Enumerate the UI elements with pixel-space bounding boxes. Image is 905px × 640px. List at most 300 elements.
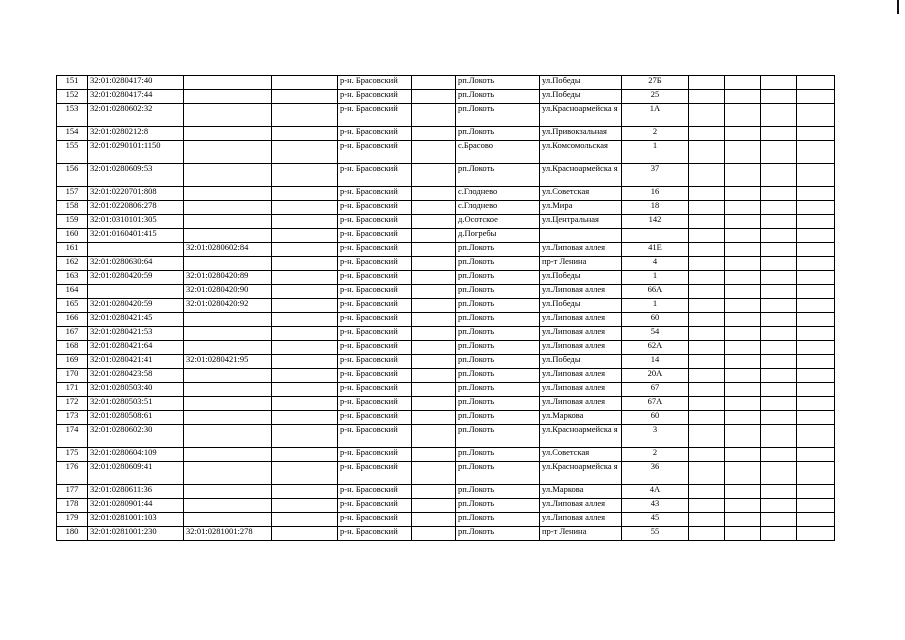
cadastral-number: 32:01:0280420:59 — [88, 299, 184, 313]
empty-cell — [689, 513, 725, 527]
cadastral-number: 32:01:0280417:40 — [88, 76, 184, 90]
row-number: 157 — [57, 187, 88, 201]
empty-cell — [761, 369, 797, 383]
empty-cell — [761, 397, 797, 411]
page-edge-mark — [897, 0, 899, 14]
settlement-cell: с.Глоднево — [456, 187, 540, 201]
related-cadastral-number — [184, 341, 272, 355]
cadastral-number: 32:01:0281001:230 — [88, 527, 184, 541]
street-cell: ул.Победы — [540, 76, 622, 90]
empty-cell — [761, 187, 797, 201]
row-number: 175 — [57, 448, 88, 462]
settlement-cell: с.Глоднево — [456, 201, 540, 215]
street-cell: ул.Липовая аллея — [540, 285, 622, 299]
registry-table — [56, 75, 835, 541]
empty-cell — [725, 271, 761, 285]
table-row — [57, 229, 835, 243]
house-number-cell: 66А — [622, 285, 689, 299]
empty-cell — [725, 90, 761, 104]
empty-cell — [761, 411, 797, 425]
empty-cell — [272, 104, 338, 127]
empty-cell — [689, 462, 725, 485]
district-cell: р-н. Брасовский — [338, 229, 412, 243]
table-row — [57, 397, 835, 411]
empty-cell — [272, 327, 338, 341]
empty-cell — [412, 76, 456, 90]
table-row — [57, 411, 835, 425]
district-cell: р-н. Брасовский — [338, 355, 412, 369]
table-row — [57, 527, 835, 541]
district-cell: р-н. Брасовский — [338, 448, 412, 462]
empty-cell — [797, 127, 835, 141]
cadastral-number: 32:01:0280604:109 — [88, 448, 184, 462]
settlement-cell: д.Осотское — [456, 215, 540, 229]
empty-cell — [761, 229, 797, 243]
empty-cell — [725, 215, 761, 229]
house-number-cell: 54 — [622, 327, 689, 341]
related-cadastral-number: 32:01:0280421:95 — [184, 355, 272, 369]
empty-cell — [725, 76, 761, 90]
street-cell: ул.Липовая аллея — [540, 341, 622, 355]
street-cell — [540, 229, 622, 243]
empty-cell — [761, 383, 797, 397]
related-cadastral-number — [184, 369, 272, 383]
district-cell: р-н. Брасовский — [338, 341, 412, 355]
empty-cell — [412, 513, 456, 527]
settlement-cell: рп.Локоть — [456, 271, 540, 285]
empty-cell — [412, 313, 456, 327]
settlement-cell: рп.Локоть — [456, 257, 540, 271]
empty-cell — [412, 285, 456, 299]
house-number-cell: 60 — [622, 313, 689, 327]
empty-cell — [412, 411, 456, 425]
cadastral-number: 32:01:0280503:51 — [88, 397, 184, 411]
street-cell: ул.Победы — [540, 299, 622, 313]
empty-cell — [689, 90, 725, 104]
cadastral-number: 32:01:0280901:44 — [88, 499, 184, 513]
empty-cell — [689, 76, 725, 90]
related-cadastral-number — [184, 425, 272, 448]
empty-cell — [797, 164, 835, 187]
table-row — [57, 104, 835, 127]
district-cell: р-н. Брасовский — [338, 285, 412, 299]
district-cell: р-н. Брасовский — [338, 527, 412, 541]
house-number-cell: 43 — [622, 499, 689, 513]
empty-cell — [272, 271, 338, 285]
empty-cell — [689, 215, 725, 229]
empty-cell — [272, 215, 338, 229]
settlement-cell: рп.Локоть — [456, 104, 540, 127]
house-number-cell: 1 — [622, 299, 689, 313]
table-row — [57, 355, 835, 369]
empty-cell — [412, 397, 456, 411]
empty-cell — [761, 499, 797, 513]
settlement-cell: рп.Локоть — [456, 313, 540, 327]
street-cell: ул.Мира — [540, 201, 622, 215]
empty-cell — [412, 299, 456, 313]
empty-cell — [761, 243, 797, 257]
street-cell: ул.Красноармейска я — [540, 164, 622, 187]
cadastral-number: 32:01:0280630:64 — [88, 257, 184, 271]
empty-cell — [689, 243, 725, 257]
empty-cell — [412, 355, 456, 369]
district-cell: р-н. Брасовский — [338, 164, 412, 187]
empty-cell — [761, 462, 797, 485]
district-cell: р-н. Брасовский — [338, 462, 412, 485]
table-row — [57, 285, 835, 299]
empty-cell — [412, 383, 456, 397]
related-cadastral-number: 32:01:0280420:92 — [184, 299, 272, 313]
street-cell: пр-т Ленина — [540, 527, 622, 541]
table-row — [57, 513, 835, 527]
house-number-cell — [622, 229, 689, 243]
house-number-cell: 41Е — [622, 243, 689, 257]
street-cell: ул.Маркова — [540, 485, 622, 499]
row-number: 179 — [57, 513, 88, 527]
empty-cell — [797, 462, 835, 485]
table-row — [57, 164, 835, 187]
row-number: 168 — [57, 341, 88, 355]
table-row — [57, 448, 835, 462]
empty-cell — [272, 527, 338, 541]
district-cell: р-н. Брасовский — [338, 411, 412, 425]
table-row — [57, 127, 835, 141]
empty-cell — [689, 485, 725, 499]
cadastral-number: 32:01:0280421:45 — [88, 313, 184, 327]
settlement-cell: д.Погребы — [456, 229, 540, 243]
empty-cell — [272, 462, 338, 485]
related-cadastral-number: 32:01:0280420:89 — [184, 271, 272, 285]
cadastral-number: 32:01:0280609:41 — [88, 462, 184, 485]
empty-cell — [797, 327, 835, 341]
empty-cell — [689, 313, 725, 327]
empty-cell — [412, 499, 456, 513]
house-number-cell: 4А — [622, 485, 689, 499]
row-number: 153 — [57, 104, 88, 127]
empty-cell — [761, 90, 797, 104]
empty-cell — [412, 369, 456, 383]
table-row — [57, 90, 835, 104]
empty-cell — [412, 425, 456, 448]
settlement-cell: рп.Локоть — [456, 448, 540, 462]
empty-cell — [272, 243, 338, 257]
row-number: 159 — [57, 215, 88, 229]
row-number: 166 — [57, 313, 88, 327]
district-cell: р-н. Брасовский — [338, 104, 412, 127]
row-number: 167 — [57, 327, 88, 341]
empty-cell — [797, 411, 835, 425]
table-row — [57, 383, 835, 397]
district-cell: р-н. Брасовский — [338, 327, 412, 341]
house-number-cell: 36 — [622, 462, 689, 485]
empty-cell — [689, 448, 725, 462]
street-cell: ул.Победы — [540, 90, 622, 104]
empty-cell — [797, 527, 835, 541]
empty-cell — [725, 164, 761, 187]
empty-cell — [272, 257, 338, 271]
district-cell: р-н. Брасовский — [338, 243, 412, 257]
row-number: 158 — [57, 201, 88, 215]
empty-cell — [272, 76, 338, 90]
related-cadastral-number — [184, 187, 272, 201]
row-number: 155 — [57, 141, 88, 164]
row-number: 152 — [57, 90, 88, 104]
street-cell: ул.Центральная — [540, 215, 622, 229]
related-cadastral-number — [184, 397, 272, 411]
row-number: 178 — [57, 499, 88, 513]
empty-cell — [272, 229, 338, 243]
empty-cell — [689, 104, 725, 127]
empty-cell — [272, 313, 338, 327]
related-cadastral-number — [184, 411, 272, 425]
district-cell: р-н. Брасовский — [338, 425, 412, 448]
cadastral-number: 32:01:0290101:1150 — [88, 141, 184, 164]
row-number: 169 — [57, 355, 88, 369]
street-cell: ул.Советская — [540, 448, 622, 462]
related-cadastral-number — [184, 104, 272, 127]
settlement-cell: рп.Локоть — [456, 76, 540, 90]
empty-cell — [272, 513, 338, 527]
empty-cell — [689, 285, 725, 299]
empty-cell — [797, 229, 835, 243]
empty-cell — [412, 201, 456, 215]
settlement-cell: рп.Локоть — [456, 299, 540, 313]
row-number: 170 — [57, 369, 88, 383]
empty-cell — [412, 243, 456, 257]
empty-cell — [761, 201, 797, 215]
row-number: 177 — [57, 485, 88, 499]
registry-body — [57, 76, 835, 541]
house-number-cell: 55 — [622, 527, 689, 541]
empty-cell — [797, 104, 835, 127]
house-number-cell: 16 — [622, 187, 689, 201]
settlement-cell: рп.Локоть — [456, 369, 540, 383]
settlement-cell: рп.Локоть — [456, 485, 540, 499]
house-number-cell: 67А — [622, 397, 689, 411]
settlement-cell: рп.Локоть — [456, 90, 540, 104]
empty-cell — [797, 299, 835, 313]
empty-cell — [272, 499, 338, 513]
district-cell: р-н. Брасовский — [338, 141, 412, 164]
house-number-cell: 45 — [622, 513, 689, 527]
empty-cell — [412, 341, 456, 355]
empty-cell — [725, 527, 761, 541]
empty-cell — [689, 383, 725, 397]
settlement-cell: рп.Локоть — [456, 383, 540, 397]
row-number: 173 — [57, 411, 88, 425]
row-number: 180 — [57, 527, 88, 541]
table-row — [57, 257, 835, 271]
empty-cell — [761, 327, 797, 341]
related-cadastral-number — [184, 485, 272, 499]
empty-cell — [412, 90, 456, 104]
empty-cell — [725, 187, 761, 201]
cadastral-number: 32:01:0280602:30 — [88, 425, 184, 448]
empty-cell — [689, 397, 725, 411]
street-cell: ул.Красноармейска я — [540, 425, 622, 448]
settlement-cell: рп.Локоть — [456, 243, 540, 257]
district-cell: р-н. Брасовский — [338, 383, 412, 397]
table-row — [57, 341, 835, 355]
district-cell: р-н. Брасовский — [338, 271, 412, 285]
cadastral-number: 32:01:0280503:40 — [88, 383, 184, 397]
empty-cell — [797, 369, 835, 383]
empty-cell — [689, 187, 725, 201]
empty-cell — [412, 215, 456, 229]
empty-cell — [761, 164, 797, 187]
empty-cell — [761, 299, 797, 313]
house-number-cell: 20А — [622, 369, 689, 383]
empty-cell — [412, 485, 456, 499]
empty-cell — [725, 104, 761, 127]
table-row — [57, 462, 835, 485]
table-row — [57, 313, 835, 327]
cadastral-number: 32:01:0310101:305 — [88, 215, 184, 229]
empty-cell — [725, 499, 761, 513]
cadastral-number: 32:01:0160401:415 — [88, 229, 184, 243]
row-number: 172 — [57, 397, 88, 411]
settlement-cell: рп.Локоть — [456, 341, 540, 355]
row-number: 176 — [57, 462, 88, 485]
empty-cell — [797, 141, 835, 164]
district-cell: р-н. Брасовский — [338, 499, 412, 513]
empty-cell — [797, 397, 835, 411]
empty-cell — [725, 285, 761, 299]
empty-cell — [761, 76, 797, 90]
empty-cell — [761, 141, 797, 164]
street-cell: ул.Липовая аллея — [540, 327, 622, 341]
empty-cell — [797, 215, 835, 229]
empty-cell — [725, 383, 761, 397]
district-cell: р-н. Брасовский — [338, 369, 412, 383]
empty-cell — [689, 164, 725, 187]
empty-cell — [272, 201, 338, 215]
empty-cell — [412, 462, 456, 485]
empty-cell — [797, 76, 835, 90]
empty-cell — [797, 383, 835, 397]
table-row — [57, 425, 835, 448]
empty-cell — [761, 355, 797, 369]
district-cell: р-н. Брасовский — [338, 313, 412, 327]
street-cell: ул.Липовая аллея — [540, 369, 622, 383]
cadastral-number: 32:01:0220701:808 — [88, 187, 184, 201]
empty-cell — [272, 127, 338, 141]
empty-cell — [412, 257, 456, 271]
row-number: 160 — [57, 229, 88, 243]
cadastral-number: 32:01:0280508:61 — [88, 411, 184, 425]
empty-cell — [725, 513, 761, 527]
house-number-cell: 142 — [622, 215, 689, 229]
district-cell: р-н. Брасовский — [338, 90, 412, 104]
empty-cell — [725, 355, 761, 369]
empty-cell — [272, 141, 338, 164]
empty-cell — [689, 411, 725, 425]
street-cell: ул.Красноармейска я — [540, 104, 622, 127]
district-cell: р-н. Брасовский — [338, 513, 412, 527]
empty-cell — [725, 341, 761, 355]
table-row — [57, 243, 835, 257]
district-cell: р-н. Брасовский — [338, 127, 412, 141]
empty-cell — [272, 425, 338, 448]
row-number: 161 — [57, 243, 88, 257]
district-cell: р-н. Брасовский — [338, 397, 412, 411]
empty-cell — [797, 355, 835, 369]
house-number-cell: 67 — [622, 383, 689, 397]
street-cell: ул.Привокзальная — [540, 127, 622, 141]
cadastral-number — [88, 285, 184, 299]
empty-cell — [725, 243, 761, 257]
empty-cell — [797, 201, 835, 215]
row-number: 165 — [57, 299, 88, 313]
cadastral-number: 32:01:0280602:32 — [88, 104, 184, 127]
street-cell: ул.Липовая аллея — [540, 513, 622, 527]
street-cell: ул.Липовая аллея — [540, 243, 622, 257]
settlement-cell: рп.Локоть — [456, 499, 540, 513]
table-row — [57, 369, 835, 383]
empty-cell — [761, 313, 797, 327]
row-number: 162 — [57, 257, 88, 271]
district-cell: р-н. Брасовский — [338, 485, 412, 499]
house-number-cell: 25 — [622, 90, 689, 104]
district-cell: р-н. Брасовский — [338, 257, 412, 271]
house-number-cell: 60 — [622, 411, 689, 425]
row-number: 154 — [57, 127, 88, 141]
house-number-cell: 27Б — [622, 76, 689, 90]
empty-cell — [761, 104, 797, 127]
empty-cell — [725, 141, 761, 164]
empty-cell — [412, 164, 456, 187]
empty-cell — [761, 285, 797, 299]
empty-cell — [797, 187, 835, 201]
cadastral-number: 32:01:0280421:53 — [88, 327, 184, 341]
empty-cell — [689, 299, 725, 313]
street-cell: ул.Липовая аллея — [540, 313, 622, 327]
street-cell: ул.Победы — [540, 355, 622, 369]
empty-cell — [761, 527, 797, 541]
empty-cell — [412, 104, 456, 127]
empty-cell — [725, 201, 761, 215]
empty-cell — [412, 141, 456, 164]
empty-cell — [725, 425, 761, 448]
related-cadastral-number — [184, 229, 272, 243]
empty-cell — [272, 485, 338, 499]
table-row — [57, 201, 835, 215]
related-cadastral-number — [184, 141, 272, 164]
empty-cell — [272, 90, 338, 104]
empty-cell — [725, 313, 761, 327]
district-cell: р-н. Брасовский — [338, 187, 412, 201]
table-row — [57, 215, 835, 229]
empty-cell — [761, 341, 797, 355]
cadastral-number: 32:01:0280212:8 — [88, 127, 184, 141]
empty-cell — [725, 369, 761, 383]
empty-cell — [412, 448, 456, 462]
empty-cell — [689, 271, 725, 285]
empty-cell — [412, 187, 456, 201]
settlement-cell: рп.Локоть — [456, 285, 540, 299]
related-cadastral-number — [184, 90, 272, 104]
empty-cell — [725, 485, 761, 499]
related-cadastral-number — [184, 76, 272, 90]
related-cadastral-number — [184, 215, 272, 229]
empty-cell — [689, 355, 725, 369]
empty-cell — [412, 527, 456, 541]
empty-cell — [725, 229, 761, 243]
empty-cell — [797, 485, 835, 499]
empty-cell — [272, 187, 338, 201]
table-row — [57, 76, 835, 90]
related-cadastral-number — [184, 383, 272, 397]
